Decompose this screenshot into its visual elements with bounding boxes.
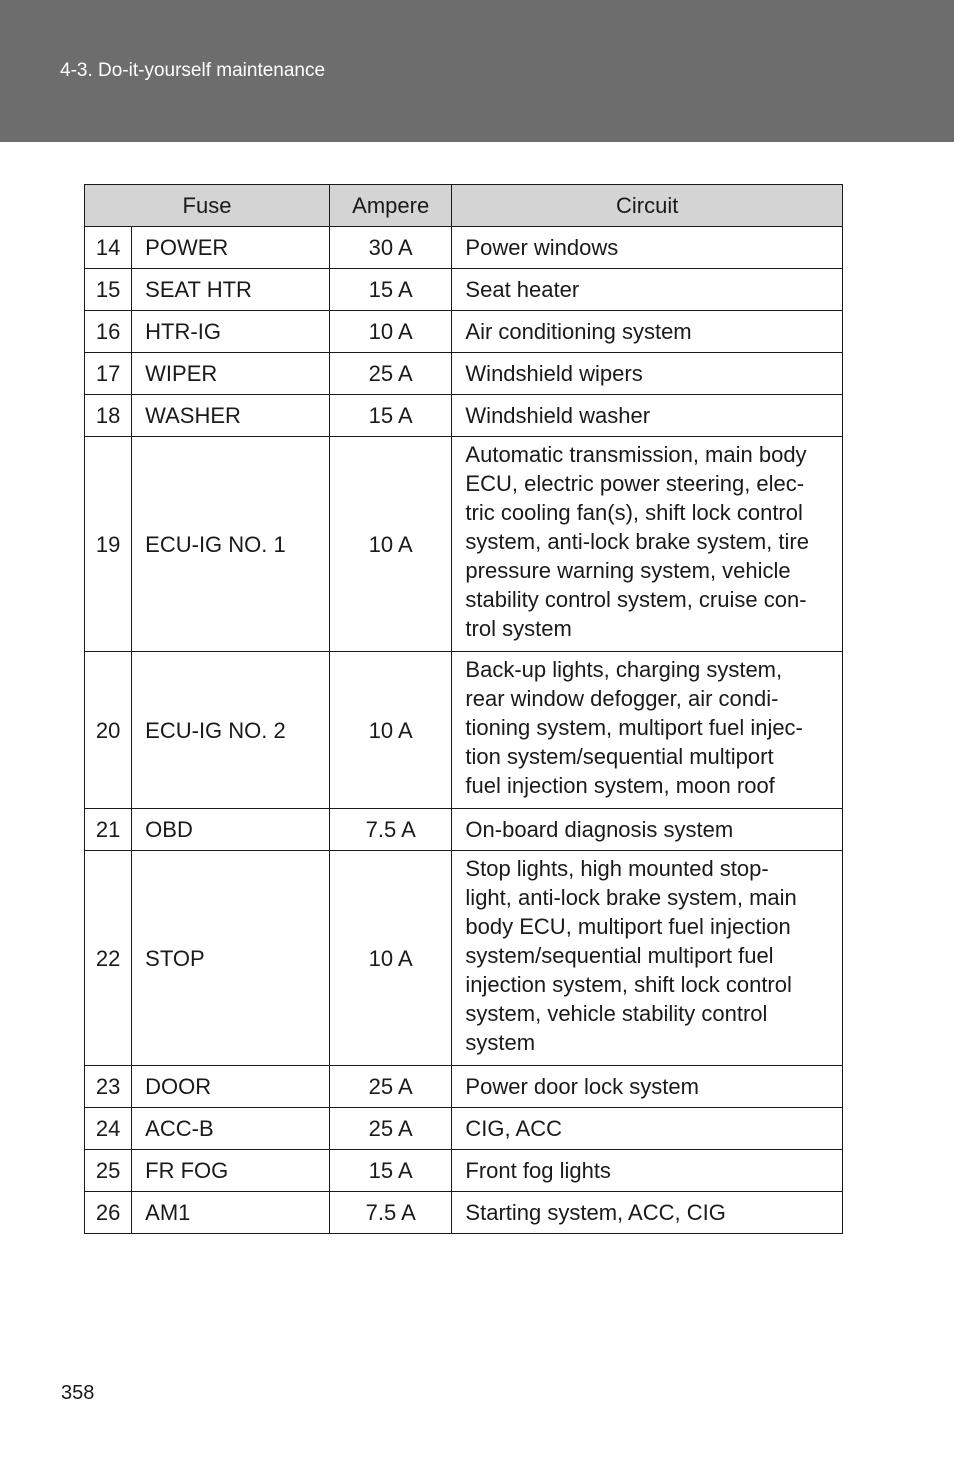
circuit-text-line: system/sequential multiport fuel [465, 943, 774, 968]
ampere-cell: 10 A [329, 851, 451, 1066]
table-body [85, 227, 843, 1234]
fuse-name-cell: ACC-B [132, 1108, 330, 1150]
circuit-text-line: system, vehicle stability control [465, 1001, 768, 1026]
ampere-cell: 25 A [329, 1108, 451, 1150]
circuit-cell [452, 395, 843, 437]
fuse-name-cell: FR FOG [132, 1150, 330, 1192]
table-row [85, 353, 843, 395]
circuit-cell [452, 311, 843, 353]
fuse-name-cell: WASHER [132, 395, 330, 437]
circuit-text-line: Back-up lights, charging system, [465, 657, 783, 682]
ampere-cell: 25 A [329, 1066, 451, 1108]
table-row [85, 1066, 843, 1108]
fuse-name-cell: ECU-IG NO. 1 [132, 437, 330, 652]
fuse-name-cell: HTR-IG [132, 311, 330, 353]
table-row [85, 1150, 843, 1192]
circuit-text-line: Automatic transmission, main body [465, 442, 807, 467]
circuit-cell [452, 851, 843, 1066]
circuit-cell [452, 1192, 843, 1234]
circuit-cell [452, 437, 843, 652]
ampere-cell: 10 A [329, 437, 451, 652]
circuit-cell [452, 1150, 843, 1192]
circuit-text-line: CIG, ACC [465, 1116, 562, 1141]
page-number: 358 [61, 1382, 95, 1404]
fuse-name-cell: OBD [132, 809, 330, 851]
circuit-cell [452, 1066, 843, 1108]
circuit-cell [452, 1108, 843, 1150]
fuse-number-cell: 23 [85, 1066, 132, 1108]
circuit-text-line: fuel injection system, moon roof [465, 773, 775, 798]
fuse-number-cell: 17 [85, 353, 132, 395]
circuit-text-line: ECU, electric power steering, elec- [465, 471, 805, 496]
table-row [85, 809, 843, 851]
table-row [85, 652, 843, 809]
fuse-number-cell: 14 [85, 227, 132, 269]
fuse-name-cell: SEAT HTR [132, 269, 330, 311]
column-header-circuit: Circuit [452, 185, 843, 227]
table-row [85, 311, 843, 353]
circuit-text-line: stability control system, cruise con- [465, 587, 807, 612]
fuse-number-cell: 20 [85, 652, 132, 809]
circuit-text-line: Air conditioning system [465, 319, 692, 344]
column-header-ampere: Ampere [329, 185, 451, 227]
circuit-text-line: body ECU, multiport fuel injection [465, 914, 791, 939]
fuse-name-cell: AM1 [132, 1192, 330, 1234]
fuse-name-cell: POWER [132, 227, 330, 269]
fuse-number-cell: 19 [85, 437, 132, 652]
fuse-name-cell: WIPER [132, 353, 330, 395]
table-row [85, 1108, 843, 1150]
column-header-fuse: Fuse [85, 185, 330, 227]
ampere-cell: 15 A [329, 269, 451, 311]
circuit-text-line: Stop lights, high mounted stop- [465, 856, 769, 881]
fuse-name-cell: DOOR [132, 1066, 330, 1108]
ampere-cell: 25 A [329, 353, 451, 395]
circuit-cell [452, 269, 843, 311]
section-title: 4-3. Do-it-yourself maintenance [60, 60, 326, 81]
circuit-text-line: light, anti-lock brake system, main [465, 885, 797, 910]
circuit-text-line: pressure warning system, vehicle [465, 558, 791, 583]
circuit-text-line: trol system [465, 616, 572, 641]
table-row [85, 1192, 843, 1234]
ampere-cell: 7.5 A [329, 1192, 451, 1234]
circuit-cell [452, 652, 843, 809]
fuse-number-cell: 22 [85, 851, 132, 1066]
circuit-text-line: tric cooling fan(s), shift lock control [465, 500, 803, 525]
circuit-cell [452, 353, 843, 395]
fuse-name-cell: STOP [132, 851, 330, 1066]
circuit-text-line: Windshield washer [465, 403, 651, 428]
fuse-number-cell: 16 [85, 311, 132, 353]
section-header-band [0, 0, 954, 142]
circuit-text-line: rear window defogger, air condi- [465, 686, 779, 711]
ampere-cell: 15 A [329, 395, 451, 437]
table-row [85, 227, 843, 269]
ampere-cell: 10 A [329, 652, 451, 809]
circuit-text-line: On-board diagnosis system [465, 817, 734, 842]
circuit-text-line: Windshield wipers [465, 361, 643, 386]
circuit-text-line: Seat heater [465, 277, 580, 302]
fuse-number-cell: 15 [85, 269, 132, 311]
circuit-cell [452, 227, 843, 269]
circuit-text-line: Power windows [465, 235, 619, 260]
table-header-row [85, 185, 843, 227]
circuit-text-line: system [465, 1030, 536, 1055]
fuse-number-cell: 25 [85, 1150, 132, 1192]
ampere-cell: 30 A [329, 227, 451, 269]
circuit-text-line: system, anti-lock brake system, tire [465, 529, 809, 554]
circuit-text-line: Starting system, ACC, CIG [465, 1200, 726, 1225]
fuse-table [84, 184, 843, 1234]
ampere-cell: 15 A [329, 1150, 451, 1192]
fuse-number-cell: 18 [85, 395, 132, 437]
circuit-text-line: tioning system, multiport fuel injec- [465, 715, 803, 740]
circuit-text-line: injection system, shift lock control [465, 972, 792, 997]
circuit-text-line: tion system/sequential multiport [465, 744, 774, 769]
ampere-cell: 10 A [329, 311, 451, 353]
circuit-text-line: Power door lock system [465, 1074, 699, 1099]
ampere-cell: 7.5 A [329, 809, 451, 851]
table-row [85, 437, 843, 652]
fuse-name-cell: ECU-IG NO. 2 [132, 652, 330, 809]
table-row [85, 851, 843, 1066]
circuit-text-line: Front fog lights [465, 1158, 611, 1183]
fuse-number-cell: 21 [85, 809, 132, 851]
fuse-number-cell: 26 [85, 1192, 132, 1234]
table-row [85, 269, 843, 311]
fuse-number-cell: 24 [85, 1108, 132, 1150]
circuit-cell [452, 809, 843, 851]
table-row [85, 395, 843, 437]
